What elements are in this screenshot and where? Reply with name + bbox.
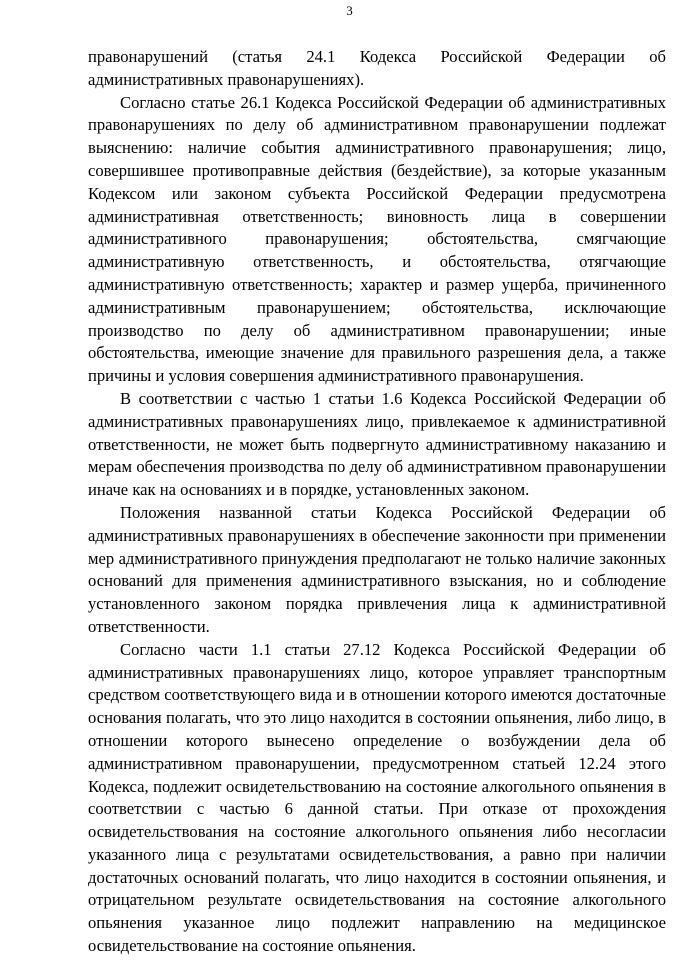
paragraph-2: Согласно статье 26.1 Кодекса Российской Федерации об административных правонарушениях по делу об административном правонарушении подлежат выяснению: наличие события административного правонарушения; лицо, совершившее противоправные действия (бездействие), за которые указанным Кодексом или законом субъекта Российской Федерации предусмотрена административная ответственность; виновность лица в совершении административного правонарушения; обстоятельства, смягчающие административную ответственность, и обстоятельства, отягчающие административную ответственность; характер и размер ущерба, причиненного административным правонарушением; обстоятельства, исключающие производство по делу об административном правонарушении; иные обстоятельства, имеющие значение для правильного разрешения дела, а также причины и условия совершения административного правонарушения. (88, 92, 666, 386)
paragraph-4: Положения названной статьи Кодекса Российской Федерации об административных правонарушениях в обеспечение законности при применении мер административного принуждения предполагают не только наличие законных оснований для применения административного взыскания, но и соблюдение установленного законом порядка привлечения лица к административной ответственности. (88, 502, 666, 636)
paragraph-3: В соответствии с частью 1 статьи 1.6 Кодекса Российской Федерации об административных правонарушениях лицо, привлекаемое к административной ответственности, не может быть подвергнуто административному наказанию и мерам обеспечения производства по делу об административном правонарушении иначе как на основаниях и в порядке, установленных законом. (88, 388, 666, 500)
document-body (88, 46, 666, 958)
paragraph-5: Согласно части 1.1 статьи 27.12 Кодекса Российской Федерации об административных правонарушениях лицо, которое управляет транспортным средством соответствующего вида и в отношении которого имеются достаточные основания полагать, что это лицо находится в состоянии опьянения, либо лицо, в отношении которого вынесено определение о возбуждении дела об административном правонарушении, предусмотренном статьей 12.24 этого Кодекса, подлежит освидетельствованию на состояние алкогольного опьянения в соответствии с частью 6 данной статьи. При отказе от прохождения освидетельствования на состояние алкогольного опьянения либо несогласии указанного лица с результатами освидетельствования, а равно при наличии достаточных оснований полагать, что лицо находится в состоянии опьянения, и отрицательном результате освидетельствования на состояние алкогольного опьянения указанное лицо подлежит направлению на медицинское освидетельствование на состояние опьянения. (88, 639, 666, 956)
page-number: 3 (346, 3, 353, 18)
paragraph-1: правонарушений (статья 24.1 Кодекса Российской Федерации об административных правонарушениях). (88, 47, 666, 89)
